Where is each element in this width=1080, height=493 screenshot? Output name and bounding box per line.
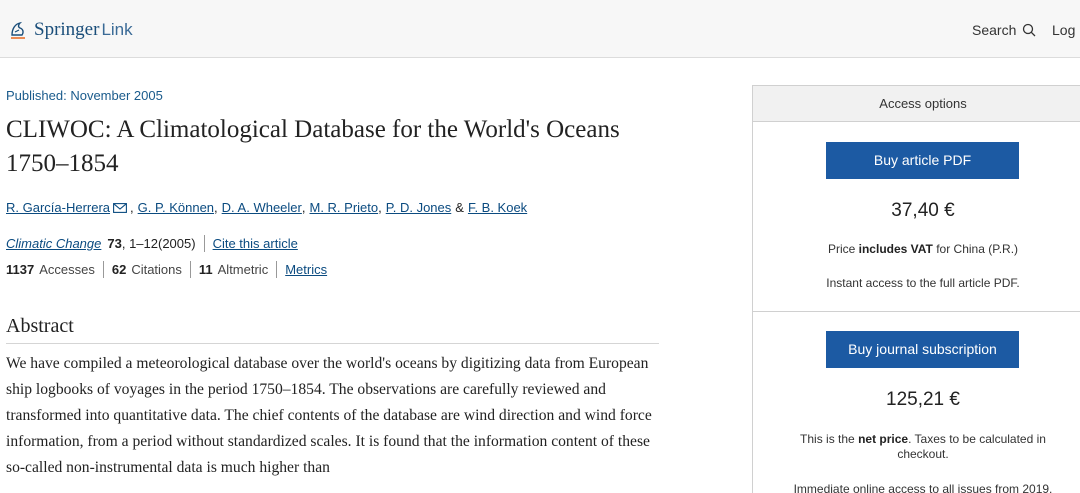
top-navbar	[0, 0, 1080, 58]
divider	[276, 261, 277, 278]
springer-horse-icon	[8, 19, 28, 41]
abstract-heading: Abstract	[6, 315, 659, 344]
subscription-price: 125,21 €	[886, 389, 960, 410]
author-link[interactable]: G. P. Können	[137, 200, 215, 215]
accesses-count: 1137	[6, 262, 35, 277]
net-price-note: This is the net price. Taxes to be calculated in checkout.	[800, 432, 1046, 461]
article-title: CLIWOC: A Climatological Database for the World's Oceans 1750–1854	[6, 116, 620, 177]
author-link[interactable]: P. D. Jones	[385, 200, 452, 215]
brand-name: Springer Link	[34, 19, 133, 40]
access-options-heading: Access options	[753, 86, 1080, 122]
altmetric-label: Altmetric	[217, 262, 269, 277]
metrics-link[interactable]: Metrics	[285, 262, 328, 277]
buy-article-pdf-button[interactable]: Buy article PDF	[826, 142, 1019, 179]
journal-pages: , 1–12(2005)	[121, 236, 196, 251]
search-button[interactable]	[972, 22, 1036, 38]
email-icon[interactable]	[113, 203, 127, 213]
subscription-access-note: Immediate online access to all issues from 2019.	[793, 482, 1053, 493]
pdf-access-note: Instant access to the full article PDF.	[826, 276, 1020, 290]
search-label: Search	[972, 22, 1017, 38]
author-ampersand: &	[455, 200, 464, 215]
divider	[204, 235, 205, 252]
search-icon	[1022, 23, 1036, 37]
login-link[interactable]: Log	[1052, 22, 1076, 38]
buy-journal-subscription-button[interactable]: Buy journal subscription	[826, 331, 1019, 368]
vat-note: Price includes VAT for China (P.R.)	[827, 242, 1019, 256]
journal-subscription-offer	[753, 312, 1080, 493]
author-link[interactable]: F. B. Koek	[467, 200, 528, 215]
article-price: 37,40 €	[891, 200, 955, 221]
author-link[interactable]: R. García-Herrera	[6, 200, 111, 215]
author-link[interactable]: M. R. Prieto	[309, 200, 379, 215]
journal-citation	[6, 235, 298, 252]
author-list: R. García-Herrera , G. P. Können , D. A. Wheeler , M. R. Prieto , P. D. Jones & F. B. Koek	[6, 200, 528, 215]
access-options-panel	[752, 85, 1080, 493]
accesses-label: Accesses	[39, 262, 95, 277]
article-metrics	[6, 261, 327, 278]
journal-volume: 73	[107, 236, 122, 251]
citations-count: 62	[111, 262, 127, 277]
citations-label: Citations	[131, 262, 182, 277]
published-date: Published: November 2005	[6, 88, 163, 103]
abstract-text: We have compiled a meteorological database over the world's oceans by digitizing data from European ship logbooks of voyages in the period 1750–1854. The observations are carefully reviewed and transformed into quantitative data. The chief contents of the database are wind direction and wind force information, from a period without standardized scales. It is found that the information content of these so-called non-instrumental data is much higher than	[6, 355, 652, 476]
altmetric-count: 11	[198, 262, 213, 277]
divider	[190, 261, 191, 278]
author-link[interactable]: D. A. Wheeler	[221, 200, 302, 215]
divider	[103, 261, 104, 278]
springer-link-logo[interactable]	[8, 19, 133, 41]
cite-article-link[interactable]: Cite this article	[212, 236, 298, 251]
article-pdf-offer	[753, 122, 1080, 312]
journal-link[interactable]: Climatic Change	[6, 236, 102, 251]
